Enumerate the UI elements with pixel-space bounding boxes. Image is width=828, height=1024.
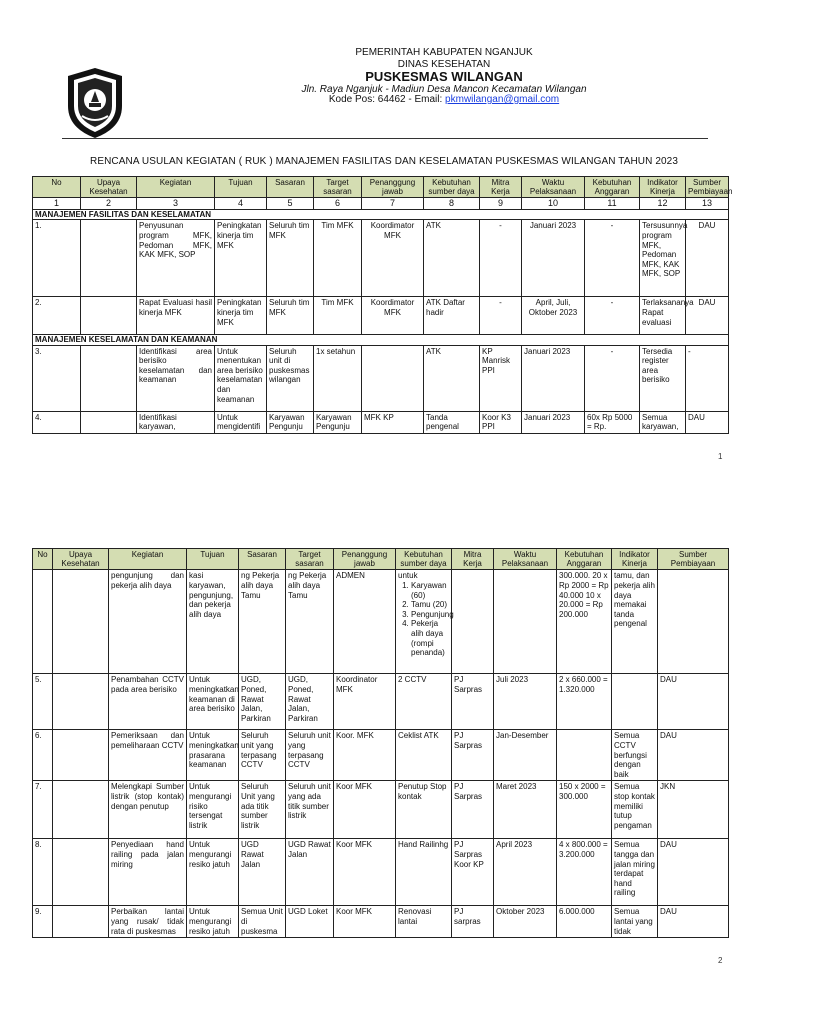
needs-list [398,580,454,658]
cell-mitra: PJ Sarpras [452,781,494,839]
column-header: Kebutuhan Anggaran [557,549,612,570]
cell-anggaran: 300.000. 20 x Rp 2000 = Rp 40.000 10 x 20.000 = Rp 200.000 [557,570,612,674]
cell-no: 3. [33,345,81,411]
department-name: DINAS KESEHATAN [397,59,491,70]
cell-kegiatan: pengunjung dan pekerja alih daya [109,570,187,674]
cell-sumber [658,570,729,674]
section-row [33,210,729,220]
cell-waktu: Januari 2023 [522,411,585,433]
cell-upaya [81,411,137,433]
column-header: Waktu Pelaksanaan [522,177,585,198]
cell-waktu: Oktober 2023 [494,906,557,938]
postal-code: Kode Pos: 64462 - Email: [328,94,446,105]
table-row [33,297,729,335]
column-header: Kegiatan [109,549,187,570]
cell-indikator: Semua stop kontak memiliki tutup pengaman [612,781,658,839]
cell-sumber: DAU [686,220,729,297]
cell-upaya [81,345,137,411]
cell-target: 1x setahun [314,345,362,411]
section-row [33,335,729,345]
cell-waktu: April, Juli, Oktober 2023 [522,297,585,335]
column-number: 2 [81,198,137,210]
list-item: 3. Pengunjung [411,610,449,620]
government-name: PEMERINTAH KABUPATEN NGANJUK [355,47,533,58]
cell-pj: Koor. MFK [334,730,396,781]
cell-indikator [612,674,658,730]
cell-pj: Koor MFK [334,781,396,839]
cell-kegiatan: Perbaikan lantai yang rusak/ tidak rata di puskesmas [109,906,187,938]
column-header: Target sasaran [314,177,362,198]
column-header: Penanggung jawab [362,177,424,198]
list-item: 2. Tamu (20) [411,600,449,610]
cell-indikator: Semua tangga dan jalan miring terdapat hand railing [612,839,658,906]
cell-tujuan: Untuk meningkatkan keamanan di area berisiko [187,674,239,730]
document-title: RENCANA USULAN KEGIATAN ( RUK ) MANAJEMEN FASILITAS DAN KESELAMATAN PUSKESMAS WILANGAN TAHUN 2023 [90,156,678,167]
column-number: 1 [33,198,81,210]
cell-sasaran: Seluruh unit di puskesmas wilangan [267,345,314,411]
table-header-row [33,549,729,570]
cell-kegiatan: Identifikasi karyawan, [137,411,215,433]
cell-upaya [53,730,109,781]
column-header: Mitra Kerja [452,549,494,570]
cell-waktu [494,570,557,674]
column-number: 9 [480,198,522,210]
list-item: 4. Pekerja alih daya (rompi penanda) [411,619,449,657]
cell-sasaran: Karyawan Pengunju [267,411,314,433]
cell-kebutuhan: Hand Railinhg [396,839,452,906]
column-header: Tujuan [187,549,239,570]
column-number-row [33,198,729,210]
cell-sasaran: UGD, Poned, Rawat Jalan, Parkiran [239,674,286,730]
cell-target: Seluruh unit yang ada titik sumber listrik [286,781,334,839]
cell-anggaran: 4 x 800.000 = 3.200.000 [557,839,612,906]
column-number: 10 [522,198,585,210]
cell-anggaran: - [585,220,640,297]
column-header: Sasaran [267,177,314,198]
table-header-row [33,177,729,198]
kebutuhan-intro: untuk [398,571,418,581]
email-link[interactable]: pkmwilangan@gmail.com [445,94,560,105]
cell-pj: Koor MFK [334,906,396,938]
cell-indikator: Semua CCTV berfungsi dengan baik [612,730,658,781]
table-row [33,570,729,674]
cell-kegiatan: Identifikasi area berisiko keselamatan dan keamanan [137,345,215,411]
cell-sasaran: Seluruh tim MFK [267,220,314,297]
cell-kebutuhan: Penutup Stop kontak [396,781,452,839]
cell-tujuan: Peningkatan kinerja tim MFK [215,297,267,335]
cell-upaya [53,839,109,906]
column-header: Sasaran [239,549,286,570]
cell-anggaran: - [585,345,640,411]
cell-target: ng Pekerja alih daya Tamu [286,570,334,674]
cell-sumber: DAU [686,297,729,335]
cell-sasaran: Seluruh unit yang terpasang CCTV [239,730,286,781]
cell-target: Karyawan Pengunju [314,411,362,433]
cell-kebutuhan: ATK [424,220,480,297]
cell-upaya [53,674,109,730]
ruk-table-page-1 [32,176,733,434]
cell-mitra: PJ sarpras [452,906,494,938]
column-number: 5 [267,198,314,210]
cell-kebutuhan: Renovasi lantai [396,906,452,938]
column-number: 3 [137,198,215,210]
cell-pj: Koordimator MFK [362,297,424,335]
cell-target: UGD, Poned, Rawat Jalan, Parkiran [286,674,334,730]
page-number: 1 [718,452,723,461]
cell-no [33,570,53,674]
column-header: Sumber Pembiayaan [686,177,729,198]
cell-kegiatan: Rapat Evaluasi hasil kinerja MFK [137,297,215,335]
column-header: Upaya Kesehatan [81,177,137,198]
cell-upaya [81,297,137,335]
section-title: MANAJEMEN KESELAMATAN DAN KEAMANAN [33,335,729,345]
cell-kebutuhan: ATK [424,345,480,411]
cell-indikator: Tersedia register area berisiko [640,345,686,411]
cell-waktu: Jan-Desember [494,730,557,781]
column-header: Tujuan [215,177,267,198]
cell-anggaran: 60x Rp 5000 = Rp. [585,411,640,433]
cell-no: 8. [33,839,53,906]
section-title: MANAJEMEN FASILITAS DAN KESELAMATAN [33,210,729,220]
cell-anggaran [557,730,612,781]
cell-pj: Koordimator MFK [362,220,424,297]
cell-sumber: DAU [686,411,729,433]
cell-kegiatan: Pemeriksaan dan pemeliharaan CCTV [109,730,187,781]
cell-waktu: Maret 2023 [494,781,557,839]
cell-upaya [53,570,109,674]
column-header: Indikator Kinerja [640,177,686,198]
cell-no: 7. [33,781,53,839]
cell-waktu: Januari 2023 [522,220,585,297]
column-number: 7 [362,198,424,210]
cell-no: 9. [33,906,53,938]
column-header: Upaya Kesehatan [53,549,109,570]
column-header: Sumber Pembiayaan [658,549,729,570]
column-number: 12 [640,198,686,210]
cell-upaya [53,781,109,839]
cell-kebutuhan [396,570,452,674]
cell-no: 2. [33,297,81,335]
cell-pj: ADMEN [334,570,396,674]
column-header: Indikator Kinerja [612,549,658,570]
cell-upaya [81,220,137,297]
table-row [33,781,729,839]
cell-sumber: - [686,345,729,411]
column-header: Target sasaran [286,549,334,570]
column-header: Mitra Kerja [480,177,522,198]
column-number: 13 [686,198,729,210]
table-row [33,906,729,938]
cell-tujuan: Untuk meningkatkan prasarana keamanan [187,730,239,781]
cell-kegiatan: Penyusunan program MFK, Pedoman MFK, KAK MFK, SOP [137,220,215,297]
table-row [33,730,729,781]
cell-kebutuhan: 2 CCTV [396,674,452,730]
cell-tujuan: Peningkatan kinerja tim MFK [215,220,267,297]
table-row [33,674,729,730]
cell-kegiatan: Penyediaan hand railing pada jalan miring [109,839,187,906]
cell-mitra: PJ Sarpras [452,674,494,730]
letterhead-divider [62,138,708,139]
cell-target: Seluruh unit yang terpasang CCTV [286,730,334,781]
cell-waktu: Juli 2023 [494,674,557,730]
cell-anggaran: 6.000.000 [557,906,612,938]
cell-no: 5. [33,674,53,730]
column-header: Penanggung jawab [334,549,396,570]
cell-sumber: DAU [658,906,729,938]
cell-target: Tim MFK [314,220,362,297]
cell-pj: MFK KP [362,411,424,433]
cell-mitra: KP Manrisk PPI [480,345,522,411]
cell-no: 4. [33,411,81,433]
column-header: Kebutuhan sumber daya [396,549,452,570]
cell-no: 1. [33,220,81,297]
cell-indikator: Semua karyawan, [640,411,686,433]
cell-target: Tim MFK [314,297,362,335]
cell-waktu: Januari 2023 [522,345,585,411]
cell-mitra: - [480,220,522,297]
cell-kebutuhan: Ceklist ATK [396,730,452,781]
ruk-table-page-2 [32,548,729,938]
column-number: 11 [585,198,640,210]
address: Jln. Raya Nganjuk - Madiun Desa Mancon Kecamatan Wilangan [301,84,587,95]
cell-indikator: Tersusunnya program MFK, Pedoman MFK, KAK MFK, SOP [640,220,686,297]
table-row [33,839,729,906]
cell-kebutuhan: Tanda pengenal [424,411,480,433]
cell-indikator: tamu, dan pekerja alih daya memakai tanda pengenal [612,570,658,674]
cell-tujuan: Untuk mengurangi resiko jatuh [187,906,239,938]
column-header: No [33,549,53,570]
column-number: 4 [215,198,267,210]
page-number: 2 [718,956,723,965]
cell-tujuan: Untuk mengurangi resiko jatuh [187,839,239,906]
cell-kebutuhan: ATK Daftar hadir [424,297,480,335]
cell-mitra: - [480,297,522,335]
cell-sasaran: Seluruh tim MFK [267,297,314,335]
cell-target: UGD Loket [286,906,334,938]
column-header: Kebutuhan sumber daya [424,177,480,198]
contact-line [60,94,828,105]
column-header: Waktu Pelaksanaan [494,549,557,570]
cell-anggaran: - [585,297,640,335]
institution-name: PUSKESMAS WILANGAN [365,69,523,84]
cell-anggaran: 150 x 2000 = 300.000 [557,781,612,839]
cell-target: UGD Rawat Jalan [286,839,334,906]
cell-no: 6. [33,730,53,781]
column-header: No [33,177,81,198]
cell-upaya [53,906,109,938]
table-row [33,411,729,433]
cell-pj: Koor MFK [334,839,396,906]
column-number: 8 [424,198,480,210]
cell-mitra: PJ Sarpras [452,730,494,781]
cell-sasaran: Semua Unit di puskesma [239,906,286,938]
column-header: Kegiatan [137,177,215,198]
cell-tujuan: kasi karyawan, pengunjung, dan pekerja alih daya [187,570,239,674]
column-header: Kebutuhan Anggaran [585,177,640,198]
cell-anggaran: 2 x 660.000 = 1.320.000 [557,674,612,730]
cell-sasaran: UGD Rawat Jalan [239,839,286,906]
cell-waktu: April 2023 [494,839,557,906]
cell-sumber: DAU [658,674,729,730]
cell-mitra [452,570,494,674]
cell-sumber: JKN [658,781,729,839]
cell-pj: Koordinator MFK [334,674,396,730]
cell-tujuan: Untuk menentukan area berisiko keselamatan dan keamanan [215,345,267,411]
cell-mitra: Koor K3 PPI [480,411,522,433]
cell-indikator: Semua lantai yang tidak [612,906,658,938]
cell-tujuan: Untuk mengidentifi [215,411,267,433]
cell-sasaran: ng Pekerja alih daya Tamu [239,570,286,674]
cell-pj [362,345,424,411]
cell-kegiatan: Penambahan CCTV pada area berisiko [109,674,187,730]
table-row [33,345,729,411]
cell-sasaran: Seluruh Unit yang ada titik sumber listrik [239,781,286,839]
cell-sumber: DAU [658,839,729,906]
table-row [33,220,729,297]
column-number: 6 [314,198,362,210]
cell-tujuan: Untuk mengurangi risiko tersengat listrik [187,781,239,839]
cell-indikator: Terlaksananya Rapat evaluasi [640,297,686,335]
cell-sumber: DAU [658,730,729,781]
list-item: 1. Karyawan (60) [411,581,449,600]
cell-kegiatan: Melengkapi Sumber listrik (stop kontak) dengan penutup [109,781,187,839]
cell-mitra: PJ Sarpras Koor KP [452,839,494,906]
